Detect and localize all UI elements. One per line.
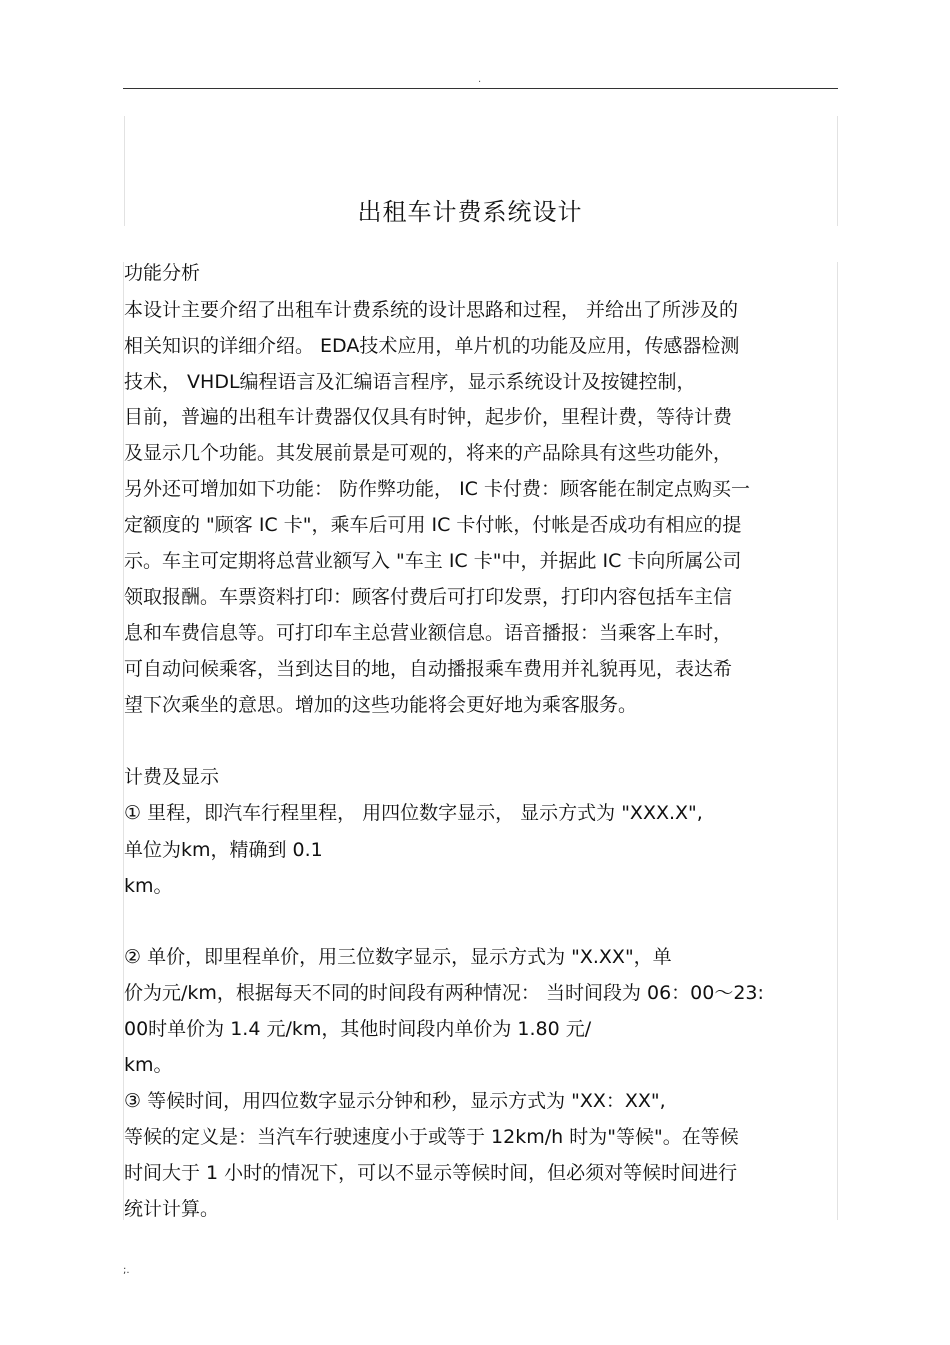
paragraph-line: 目前，普遍的出租车计费器仅仅具有时钟，起步价，里程计费，等待计费 — [124, 406, 733, 428]
footer-mark: ;. — [123, 1265, 130, 1276]
paragraph-line: 等候的定义是：当汽车行驶速度小于或等于 12km/h 时为"等候"。在等候 — [124, 1126, 739, 1148]
paragraph-line: 望下次乘坐的意思。增加的这些功能将会更好地为乘客服务。 — [124, 694, 638, 716]
header-rule — [123, 88, 838, 89]
paragraph-line: ② 单价，即里程单价，用三位数字显示，显示方式为 "X.XX"，单 — [124, 946, 672, 968]
paragraph-line: 定额度的 "顾客 IC 卡"，乘车后可用 IC 卡付帐，付帐是否成功有相应的提 — [124, 514, 742, 536]
paragraph-line: 示。车主可定期将总营业额写入 "车主 IC 卡"中，并据此 IC 卡向所属公司 — [124, 550, 742, 572]
section-heading-function-analysis: 功能分析 — [124, 262, 201, 284]
paragraph-line: 00时单价为 1.4 元/km，其他时间段内单价为 1.80 元/ — [124, 1018, 592, 1040]
paragraph-line: 本设计主要介绍了出租车计费系统的设计思路和过程， 并给出了所涉及的 — [124, 299, 739, 321]
paragraph-line: 价为元/km，根据每天不同的时间段有两种情况： 当时间段为 06：00～23: — [124, 982, 764, 1004]
paragraph-line: ③ 等候时间，用四位数字显示分钟和秒，显示方式为 "XX：XX", — [124, 1090, 666, 1112]
paragraph-line: 及显示几个功能。其发展前景是可观的，将来的产品除具有这些功能外， — [124, 442, 733, 464]
paragraph-line: 统计计算。 — [124, 1198, 220, 1220]
paragraph-line: 技术， VHDL编程语言及汇编语言程序，显示系统设计及按键控制， — [124, 371, 696, 393]
paragraph-line: 息和车费信息等。可打印车主总营业额信息。语音播报：当乘客上车时， — [124, 622, 733, 644]
document-title: 出租车计费系统设计 — [357, 198, 583, 226]
section-heading-billing-display: 计费及显示 — [124, 766, 220, 788]
paragraph-line: 相关知识的详细介绍。 EDA技术应用，单片机的功能及应用，传感器检测 — [124, 335, 740, 357]
paragraph-line: 时间大于 1 小时的情况下，可以不显示等候时间，但必须对等候时间进行 — [124, 1162, 738, 1184]
header-mark: . — [478, 74, 482, 85]
paragraph-line: 可自动问候乘客，当到达目的地，自动播报乘车费用并礼貌再见，表达希 — [124, 658, 733, 680]
paragraph-line: 另外还可增加如下功能： 防作弊功能， IC 卡付费：顾客能在制定点购买一 — [124, 478, 750, 500]
margin-line-right-body — [837, 262, 838, 1220]
paragraph-line: 单位为km，精确到 0.1 — [124, 839, 323, 861]
paragraph-line: ① 里程，即汽车行程里程， 用四位数字显示， 显示方式为 "XXX.X", — [124, 802, 703, 824]
paragraph-line: km。 — [124, 875, 173, 897]
paragraph-line: 领取报酬。车票资料打印：顾客付费后可打印发票，打印内容包括车主信 — [124, 586, 733, 608]
paragraph-line: km。 — [124, 1054, 173, 1076]
